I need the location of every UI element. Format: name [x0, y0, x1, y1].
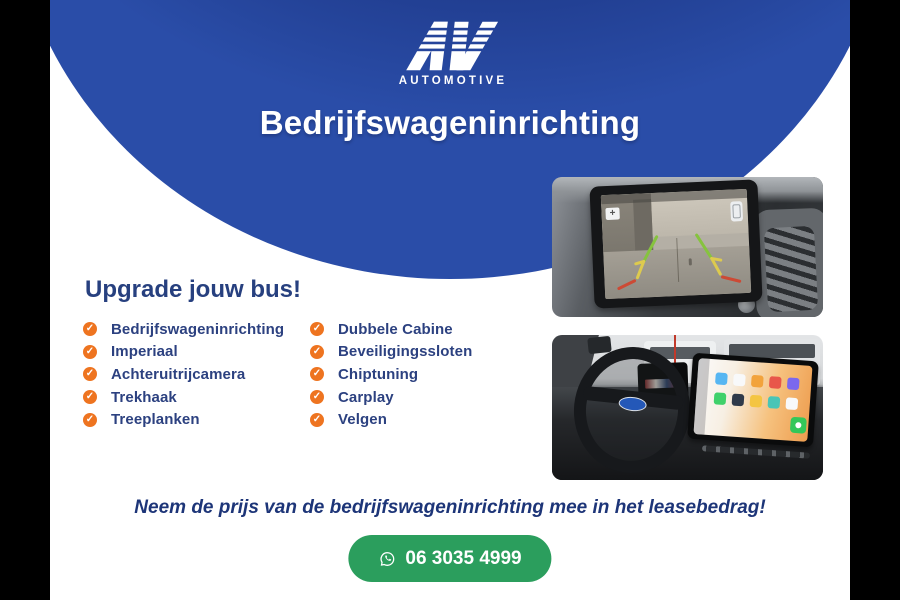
feature-label: Treeplanken	[111, 411, 200, 429]
check-circle-icon: ✓	[83, 345, 97, 359]
phone-number: 06 3035 4999	[405, 547, 522, 569]
check-circle-icon: ✓	[310, 390, 324, 404]
check-circle-icon: ✓	[83, 390, 97, 404]
feature-label: Beveiligingssloten	[338, 343, 473, 361]
list-item	[310, 386, 472, 409]
check-circle-icon: ✓	[83, 413, 97, 427]
reversing-camera-photo	[552, 177, 823, 317]
phone-app-icon	[790, 417, 807, 434]
guidance-lines	[601, 189, 751, 299]
feature-label: Velgen	[338, 411, 387, 429]
list-item	[310, 363, 472, 386]
list-item	[83, 341, 284, 364]
camera-screen	[601, 189, 751, 299]
check-circle-icon: ✓	[310, 322, 324, 336]
feature-label: Achteruitrijcamera	[111, 365, 246, 383]
av-logo-mark	[400, 20, 506, 72]
air-vent	[764, 226, 818, 313]
app-icon	[732, 394, 745, 407]
camera-screen-bezel	[589, 179, 762, 308]
feature-label: Imperiaal	[111, 343, 178, 361]
feature-label: Trekhaak	[111, 388, 177, 406]
list-item	[83, 363, 284, 386]
check-circle-icon: ✓	[83, 367, 97, 381]
av-logo	[353, 20, 553, 87]
feature-list-right	[310, 318, 472, 431]
app-icon	[751, 375, 764, 388]
carplay-dashboard-photo	[552, 335, 823, 480]
app-icon	[785, 397, 798, 410]
app-icon	[750, 395, 763, 408]
ford-logo	[618, 396, 647, 413]
check-circle-icon: ✓	[310, 345, 324, 359]
feature-label: Bedrijfswageninrichting	[111, 320, 285, 338]
whatsapp-icon	[378, 550, 396, 568]
app-icon	[715, 372, 728, 385]
page-title: Bedrijfswageninrichting	[259, 104, 641, 141]
whatsapp-phone-button[interactable]	[348, 535, 551, 582]
feature-label: Dubbele Cabine	[338, 320, 453, 338]
vehicle-top-icon	[730, 201, 743, 222]
feature-label: Chiptuning	[338, 365, 419, 383]
logo-subtext: AUTOMOTIVE	[398, 75, 508, 87]
red-flag-pole	[674, 335, 676, 363]
list-item	[83, 318, 284, 341]
check-circle-icon: ✓	[310, 413, 324, 427]
upgrade-heading: Upgrade jouw bus!	[85, 276, 301, 303]
app-icon	[769, 376, 782, 389]
list-item	[310, 408, 472, 431]
check-circle-icon: ✓	[83, 322, 97, 336]
check-circle-icon: ✓	[310, 367, 324, 381]
list-item	[83, 386, 284, 409]
carplay-screen	[693, 358, 812, 442]
lease-note: Neem de prijs van de bedrijfswageninrichting mee in het leasebedrag!	[134, 497, 766, 518]
flyer-content	[50, 0, 850, 600]
list-item	[310, 318, 472, 341]
camera-zoom-button[interactable]: +	[605, 207, 620, 220]
app-icon	[714, 392, 727, 405]
app-icon	[767, 396, 780, 409]
app-icon	[787, 377, 800, 390]
list-item	[83, 408, 284, 431]
app-icon	[733, 374, 746, 387]
feature-list-left	[83, 318, 284, 431]
feature-label: Carplay	[338, 388, 394, 406]
list-item	[310, 341, 472, 364]
carplay-screen-bezel	[687, 353, 819, 448]
side-mirror	[587, 336, 612, 354]
